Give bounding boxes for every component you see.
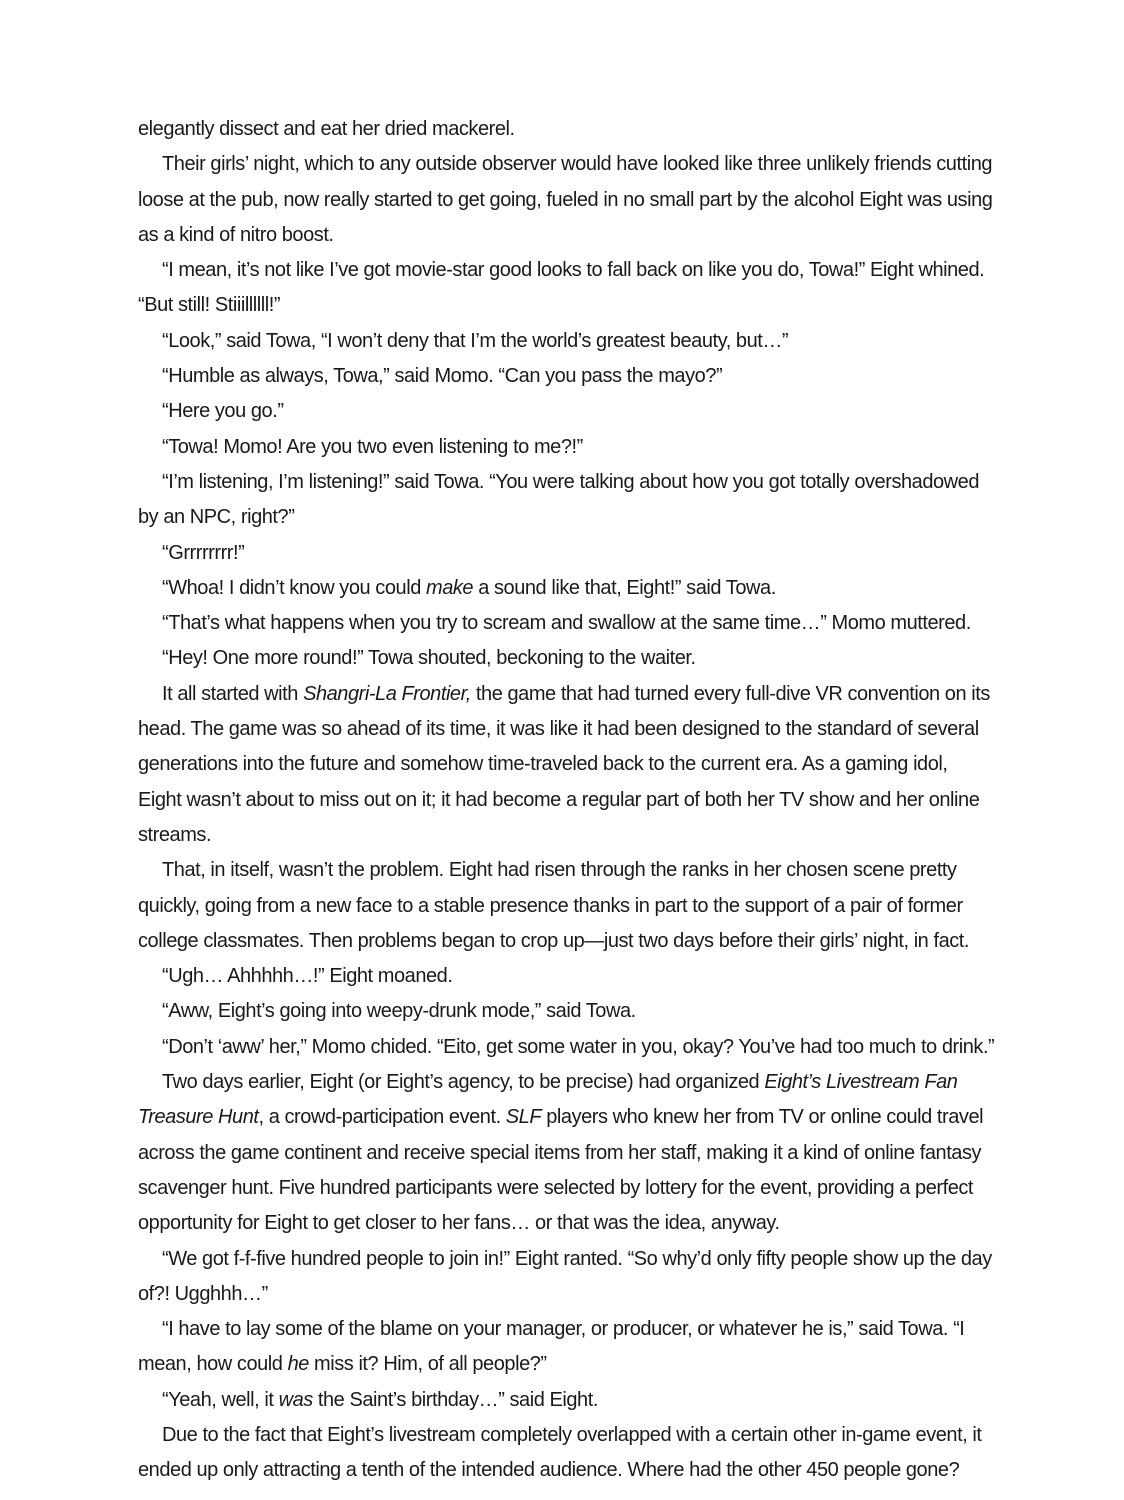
text-run: scavenger hunt. Five hundred participants were selected by lottery for the event, providing a perfect (138, 1176, 974, 1199)
paragraph-first-line (138, 1242, 1038, 1277)
text-line (138, 1277, 1038, 1312)
text-line (138, 112, 1038, 147)
text-line (138, 1206, 1038, 1241)
paragraph-first-line (138, 959, 1038, 994)
text-run: That, in itself, wasn’t the problem. Eight had risen through the ranks in her chosen scene pretty (162, 859, 957, 882)
text-run: “Yeah, well, it (162, 1388, 279, 1411)
text-run: “We got f-f-five hundred people to join in!” Eight ranted. “So why’d only fifty people show up the day (162, 1247, 992, 1270)
text-run: “Look,” said Towa, “I won’t deny that I’m the world’s greatest beauty, but…” (162, 329, 789, 352)
text-line (138, 1453, 1038, 1488)
text-run: elegantly dissect and eat her dried mackerel. (138, 118, 515, 140)
text-line (138, 1347, 1038, 1382)
text-run: “Aww, Eight’s going into weepy-drunk mode,” said Towa. (162, 1000, 636, 1023)
text-line (138, 712, 1038, 747)
text-run: “Don’t ‘aww’ her,” Momo chided. “Eito, get some water in you, okay? You’ve had too much to drink.” (162, 1035, 995, 1058)
paragraph-first-line (138, 1418, 1038, 1453)
text-run: opportunity for Eight to get closer to her fans… or that was the idea, anyway. (138, 1212, 780, 1235)
paragraph-first-line (138, 359, 1038, 394)
text-run: Eight wasn’t about to miss out on it; it had become a regular part of both her TV show and her online (138, 788, 980, 811)
text-line (138, 288, 1038, 323)
text-line (138, 924, 1038, 959)
text-run: as a kind of nitro boost. (138, 223, 334, 246)
text-run: It all started with (162, 682, 304, 705)
italic-text: was (278, 1388, 313, 1411)
text-run: “Here you go.” (162, 400, 284, 423)
paragraph-first-line (138, 1065, 1038, 1100)
text-line (138, 818, 1038, 853)
paragraph-first-line (138, 1312, 1038, 1347)
text-line (138, 889, 1038, 924)
italic-text: Eight’s Livestream Fan (764, 1071, 958, 1094)
text-run: “Ugh… Ahhhhh…!” Eight moaned. (162, 965, 453, 988)
text-line (138, 183, 1038, 218)
text-run: the game that had turned every full-dive VR convention on its (470, 682, 990, 705)
paragraph-first-line (138, 536, 1038, 571)
text-run: “Grrrrrrrr!” (162, 541, 245, 564)
text-run: college classmates. Then problems began to crop up—just two days before their girls’ night, in fact. (138, 929, 970, 952)
text-run: , a crowd-participation event. (258, 1106, 506, 1129)
text-line (138, 1100, 1038, 1135)
text-line (138, 500, 1038, 535)
text-run: across the game continent and receive special items from her staff, making it a kind of online fantasy (138, 1141, 982, 1164)
text-line (138, 783, 1038, 818)
text-run: by an NPC, right?” (138, 506, 295, 529)
text-run: “That’s what happens when you try to scream and swallow at the same time…” Momo muttered. (162, 612, 971, 635)
text-line (138, 218, 1038, 253)
text-run: “I’m listening, I’m listening!” said Towa. “You were talking about how you got totally overshadowed (162, 470, 980, 493)
text-run: “Hey! One more round!” Towa shouted, beckoning to the waiter. (162, 647, 696, 670)
text-run: “I have to lay some of the blame on your manager, or producer, or whatever he is,” said Towa. “I (162, 1318, 965, 1341)
text-run: “Towa! Momo! Are you two even listening to me?!” (162, 435, 583, 458)
text-run: quickly, going from a new face to a stable presence thanks in part to the support of a pair of former (138, 894, 963, 917)
paragraph-first-line (138, 571, 1038, 606)
italic-text: make (425, 576, 474, 599)
paragraph-first-line (138, 606, 1038, 641)
text-line (138, 1136, 1038, 1171)
text-line (138, 1171, 1038, 1206)
text-run: loose at the pub, now really started to get going, fueled in no small part by the alcohol Eight was using (138, 188, 993, 211)
italic-text: Treasure Hunt (138, 1106, 259, 1129)
paragraph-first-line (138, 994, 1038, 1029)
text-run: Two days earlier, Eight (or Eight’s agency, to be precise) had organized (162, 1071, 765, 1094)
text-run: of?! Ugghhh…” (138, 1282, 268, 1305)
paragraph-first-line (138, 147, 1038, 182)
text-run: streams. (138, 823, 212, 846)
text-run: the Saint’s birthday…” said Eight. (312, 1388, 598, 1411)
paragraph-first-line (138, 1030, 1038, 1065)
italic-text: Shangri-La Frontier, (303, 682, 471, 705)
text-run: a sound like that, Eight!” said Towa. (473, 576, 776, 599)
italic-text: he (287, 1353, 309, 1376)
text-run: miss it? Him, of all people?” (308, 1353, 547, 1376)
paragraph-first-line (138, 394, 1038, 429)
text-line (138, 747, 1038, 782)
paragraph-first-line (138, 641, 1038, 676)
italic-text: SLF (505, 1106, 542, 1129)
text-run: ended up only attracting a tenth of the intended audience. Where had the other 450 people gone? (138, 1459, 960, 1482)
paragraph-first-line (138, 853, 1038, 888)
text-run: “I mean, it’s not like I’ve got movie-star good looks to fall back on like you do, Towa!” Eight whined. (162, 259, 985, 282)
text-run: “But still! Stiiillllll!” (138, 294, 281, 317)
text-run: players who knew her from TV or online could travel (541, 1106, 984, 1129)
text-run: Their girls’ night, which to any outside observer would have looked like three unlikely friends cutting (162, 153, 993, 176)
text-run: “Humble as always, Towa,” said Momo. “Can you pass the mayo?” (162, 365, 723, 388)
text-run: generations into the future and somehow time-traveled back to the current era. As a gaming idol, (138, 753, 948, 776)
paragraph-first-line (138, 465, 1038, 500)
text-run: “Whoa! I didn’t know you could (162, 576, 426, 599)
text-run: head. The game was so ahead of its time, it was like it had been designed to the standard of several (138, 718, 979, 741)
paragraph-first-line (138, 677, 1038, 712)
paragraph-first-line (138, 253, 1038, 288)
paragraph-first-line (138, 324, 1038, 359)
paragraph-first-line (138, 1383, 1038, 1418)
paragraph-first-line (138, 430, 1038, 465)
text-run: Due to the fact that Eight’s livestream completely overlapped with a certain other in-game event, it (162, 1423, 982, 1446)
text-run: mean, how could (138, 1353, 288, 1376)
body-text (138, 112, 1038, 1489)
